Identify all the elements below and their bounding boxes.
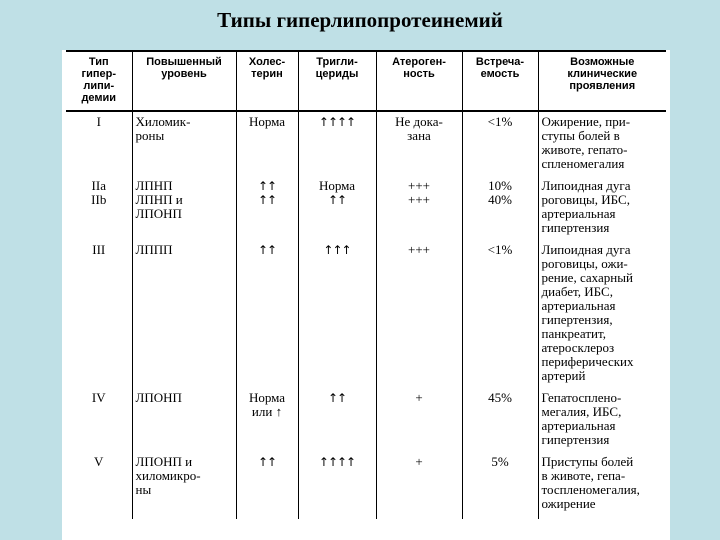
cell-cholesterol bbox=[236, 243, 298, 391]
cell-triglycerides bbox=[298, 455, 376, 519]
cell-line: спленомегалия bbox=[541, 156, 625, 171]
cell-atherogenicity bbox=[376, 111, 462, 179]
cell-type bbox=[66, 179, 132, 243]
cell-level bbox=[132, 455, 236, 519]
cell-line: роговицы, ожи- bbox=[541, 256, 628, 271]
cell-line: артерий bbox=[541, 368, 586, 383]
cell-level bbox=[132, 179, 236, 243]
cell-line: Ожирение, при- bbox=[541, 114, 631, 129]
column-header-line: липи- bbox=[83, 80, 115, 92]
cell-line: ↑↑ bbox=[327, 391, 347, 405]
cell-line: ЛПОНП и bbox=[135, 454, 193, 469]
cell-atherogenicity bbox=[376, 391, 462, 455]
cell-triglycerides bbox=[298, 179, 376, 243]
cell-line: панкреатит, bbox=[541, 326, 606, 341]
cell-line: ↑↑↑ bbox=[323, 243, 351, 257]
table-header bbox=[66, 51, 666, 111]
cell-line: V bbox=[94, 454, 104, 469]
cell-line: или ↑ bbox=[251, 404, 283, 419]
column-header-line: гипер- bbox=[81, 68, 116, 80]
cell-line: Норма bbox=[318, 178, 356, 193]
cell-line: ЛПНП bbox=[135, 178, 173, 193]
cell-line: Норма bbox=[248, 114, 286, 129]
column-header-atherogenicity bbox=[376, 51, 462, 111]
cell-line: 40% bbox=[488, 192, 512, 207]
cell-frequency bbox=[462, 455, 538, 519]
cell-cholesterol bbox=[236, 111, 298, 179]
cell-line: Липоидная дуга bbox=[541, 178, 631, 193]
cell-line: IV bbox=[91, 390, 106, 405]
column-header-line: Повышенный bbox=[146, 56, 222, 68]
cell-line: Хиломик- bbox=[135, 114, 191, 129]
cell-line: гипертензия, bbox=[541, 312, 613, 327]
column-header-line: Холес- bbox=[248, 56, 286, 68]
cell-cholesterol bbox=[236, 455, 298, 519]
cell-line: артериальная bbox=[541, 298, 616, 313]
column-header-line: Тригли- bbox=[316, 56, 358, 68]
cell-line: Норма bbox=[248, 390, 286, 405]
column-header-line: емость bbox=[480, 68, 520, 80]
cell-line: артериальная bbox=[541, 206, 616, 221]
cell-line: ↑↑ bbox=[257, 179, 277, 193]
column-header-line: цериды bbox=[315, 68, 359, 80]
cell-line: ступы болей в bbox=[541, 128, 620, 143]
cell-line: Не дока- bbox=[395, 114, 443, 129]
cell-line: + bbox=[415, 390, 423, 405]
cell-line: ЛПНП и bbox=[135, 192, 183, 207]
cell-line: IIb bbox=[91, 192, 107, 207]
cell-line: мегалия, ИБС, bbox=[541, 404, 622, 419]
cell-line: I bbox=[96, 114, 101, 129]
cell-frequency bbox=[462, 243, 538, 391]
cell-level bbox=[132, 111, 236, 179]
cell-clinical bbox=[538, 179, 666, 243]
cell-line: артериальная bbox=[541, 418, 616, 433]
cell-type bbox=[66, 391, 132, 455]
cell-line: <1% bbox=[487, 242, 513, 257]
cell-line: IIa bbox=[91, 178, 106, 193]
cell-type bbox=[66, 455, 132, 519]
cell-line: рение, сахарный bbox=[541, 270, 633, 285]
cell-line: ↑↑ bbox=[257, 243, 277, 257]
cell-line: диабет, ИБС, bbox=[541, 284, 613, 299]
table-row bbox=[66, 243, 666, 391]
cell-frequency bbox=[462, 391, 538, 455]
cell-line: хиломикро- bbox=[135, 468, 201, 483]
cell-line: роговицы, ИБС, bbox=[541, 192, 630, 207]
column-header-line: ность bbox=[403, 68, 435, 80]
cell-line: гипертензия bbox=[541, 220, 610, 235]
cell-line: +++ bbox=[408, 178, 430, 193]
cell-clinical bbox=[538, 243, 666, 391]
cell-atherogenicity bbox=[376, 455, 462, 519]
cell-atherogenicity bbox=[376, 179, 462, 243]
cell-line: животе, гепато- bbox=[541, 142, 628, 157]
cell-atherogenicity bbox=[376, 243, 462, 391]
cell-line: роны bbox=[135, 128, 165, 143]
cell-line: Приступы болей bbox=[541, 454, 634, 469]
cell-line: ↑↑↑↑ bbox=[318, 455, 356, 469]
cell-line: Липоидная дуга bbox=[541, 242, 631, 257]
cell-line: 10% bbox=[488, 178, 512, 193]
cell-frequency bbox=[462, 111, 538, 179]
cell-line: гипертензия bbox=[541, 432, 610, 447]
cell-line: ↑↑ bbox=[257, 455, 277, 469]
column-header-line: клинические bbox=[567, 68, 638, 80]
table-row bbox=[66, 179, 666, 243]
cell-line: ЛПОНП bbox=[135, 206, 182, 221]
cell-line: +++ bbox=[408, 242, 430, 257]
column-header-line: демии bbox=[81, 92, 117, 104]
slide-title: Типы гиперлипопротеинемий bbox=[217, 8, 503, 32]
cell-frequency bbox=[462, 179, 538, 243]
cell-level bbox=[132, 243, 236, 391]
cell-triglycerides bbox=[298, 111, 376, 179]
cell-clinical bbox=[538, 455, 666, 519]
column-header-line: Тип bbox=[88, 56, 109, 68]
cell-type bbox=[66, 243, 132, 391]
column-header-type bbox=[66, 51, 132, 111]
cell-triglycerides bbox=[298, 243, 376, 391]
cell-clinical bbox=[538, 111, 666, 179]
cell-line: ↑↑ bbox=[257, 193, 277, 207]
cell-line: ожирение bbox=[541, 496, 596, 511]
cell-line: зана bbox=[407, 128, 431, 143]
column-header-triglycerides bbox=[298, 51, 376, 111]
cell-line: ЛПОНП bbox=[135, 390, 182, 405]
cell-line: в животе, гепа- bbox=[541, 468, 626, 483]
cell-line: ЛППП bbox=[135, 242, 173, 257]
cell-line: 45% bbox=[488, 390, 512, 405]
cell-line: ны bbox=[135, 482, 152, 497]
cell-line: периферических bbox=[541, 354, 634, 369]
column-header-line: уровень bbox=[161, 68, 207, 80]
column-header-clinical bbox=[538, 51, 666, 111]
cell-line: ↑↑↑↑ bbox=[318, 115, 356, 129]
cell-line: атеросклероз bbox=[541, 340, 615, 355]
cell-line: ↑↑ bbox=[327, 193, 347, 207]
column-header-cholesterol bbox=[236, 51, 298, 111]
column-header-line: Встреча- bbox=[475, 56, 525, 68]
cell-line: III bbox=[92, 242, 106, 257]
column-header-frequency bbox=[462, 51, 538, 111]
table-row bbox=[66, 111, 666, 179]
cell-cholesterol bbox=[236, 391, 298, 455]
column-header-level bbox=[132, 51, 236, 111]
cell-type bbox=[66, 111, 132, 179]
document-page bbox=[62, 50, 670, 540]
cell-line: <1% bbox=[487, 114, 513, 129]
cell-line: + bbox=[415, 454, 423, 469]
column-header-line: Возможные bbox=[570, 56, 635, 68]
table-row bbox=[66, 391, 666, 455]
cell-cholesterol bbox=[236, 179, 298, 243]
cell-level bbox=[132, 391, 236, 455]
table-body bbox=[66, 111, 666, 519]
column-header-line: проявления bbox=[569, 80, 636, 92]
table-row bbox=[66, 455, 666, 519]
cell-line: тоспленомегалия, bbox=[541, 482, 640, 497]
cell-line: 5% bbox=[491, 454, 509, 469]
hyperlipoproteinemia-table bbox=[66, 50, 666, 519]
cell-triglycerides bbox=[298, 391, 376, 455]
cell-clinical bbox=[538, 391, 666, 455]
column-header-line: терин bbox=[251, 68, 283, 80]
cell-line: Гепатосплено- bbox=[541, 390, 622, 405]
column-header-line: Атероген- bbox=[392, 56, 446, 68]
cell-line: +++ bbox=[408, 192, 430, 207]
